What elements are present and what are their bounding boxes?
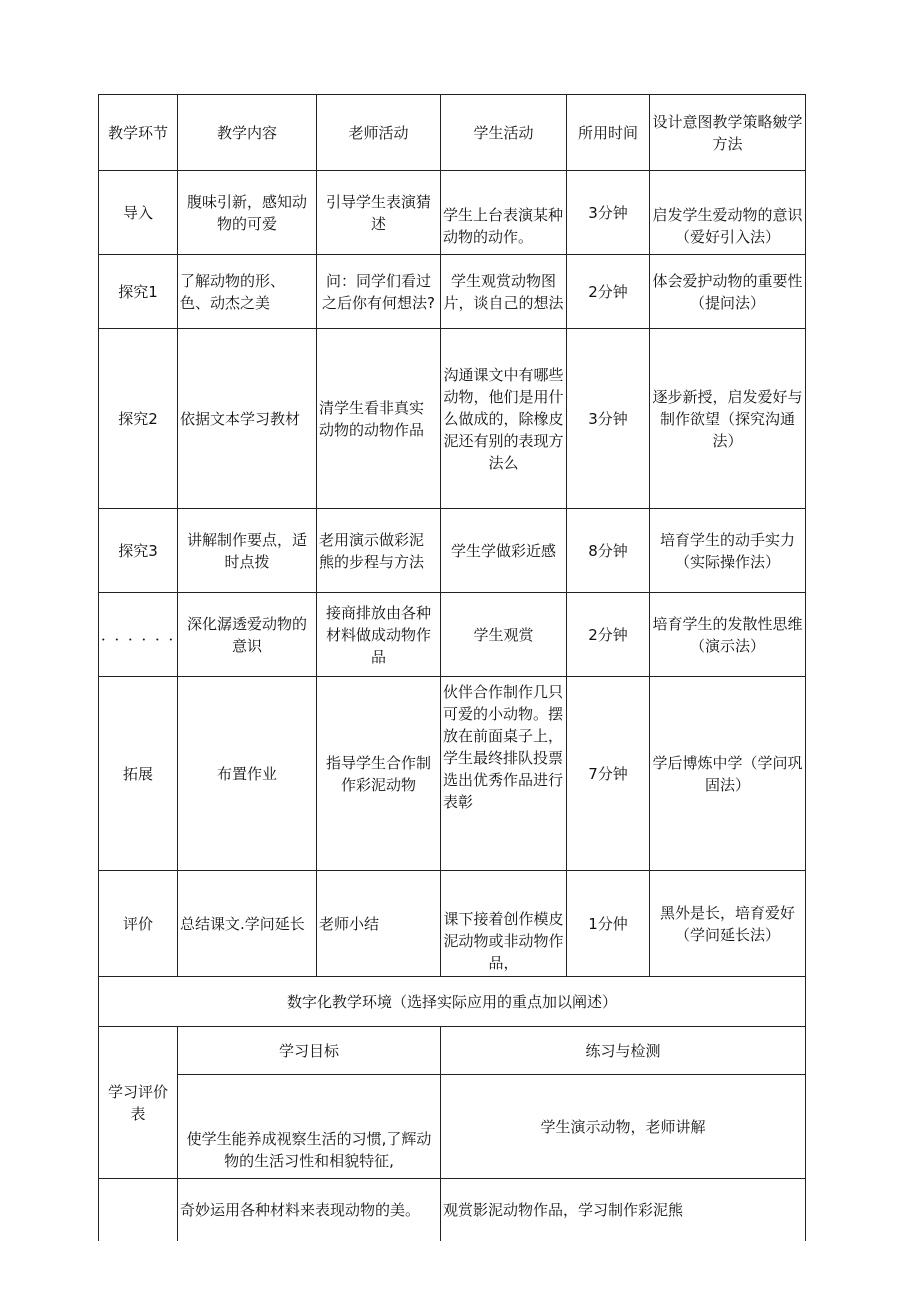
eval-goal: 奇妙运用各种材料来表现动物的美。 — [178, 1179, 441, 1241]
table-row — [99, 593, 806, 677]
row-student: 学生观赏 — [441, 593, 567, 677]
table-row — [99, 255, 806, 329]
table-header-row — [99, 95, 806, 171]
header-student: 学生活动 — [441, 95, 567, 171]
env-row-text: 数字化教学环境（选择实际应用的重点加以阐述） — [99, 977, 806, 1027]
row-time: 1分仲 — [567, 871, 650, 977]
table-row — [99, 171, 806, 255]
row-stage: 探究3 — [99, 509, 178, 593]
table-row — [99, 509, 806, 593]
table-row — [99, 677, 806, 871]
row-teacher: 问：同学们看过之后你有何想法? — [317, 255, 441, 329]
row-teacher: 引导学生表演猜述 — [317, 171, 441, 255]
header-stage: 教学环节 — [99, 95, 178, 171]
row-time: 7分钟 — [567, 677, 650, 871]
row-student: 沟通课文中有哪些动物，他们是用什么做成的，除橡皮泥还有别的表现方法么 — [441, 329, 567, 509]
header-content: 教学内容 — [178, 95, 317, 171]
row-intent: 培育学生的动手实力（实际操作法） — [650, 509, 806, 593]
eval-row — [99, 1075, 806, 1179]
row-stage: 探究2 — [99, 329, 178, 509]
eval-label: 学习评价表 — [99, 1027, 178, 1179]
header-intent: 设计意图教学策略皴学方法 — [650, 95, 806, 171]
row-content: 依据文本学习教材 — [178, 329, 317, 509]
lesson-plan-table — [98, 94, 806, 1241]
eval-col-goal: 学习目标 — [178, 1027, 441, 1075]
row-content: 了解动物的形、色、动杰之美 — [178, 255, 317, 329]
row-time: 8分钟 — [567, 509, 650, 593]
row-stage: 探究1 — [99, 255, 178, 329]
header-teacher: 老师活动 — [317, 95, 441, 171]
row-time: 3分钟 — [567, 171, 650, 255]
table-row — [99, 329, 806, 509]
row-teacher: 老用演示做彩泥熊的步程与方法 — [317, 509, 441, 593]
env-row — [99, 977, 806, 1027]
row-stage: 拓展 — [99, 677, 178, 871]
row-stage: 评价 — [99, 871, 178, 977]
row-content: 腹味引新，感知动物的可爱 — [178, 171, 317, 255]
row-teacher: 老师小结 — [317, 871, 441, 977]
eval-label-empty — [99, 1179, 178, 1241]
row-teacher: 清学生看非真实动物的动物作品 — [317, 329, 441, 509]
row-intent: 培育学生的发散性思维（演示法） — [650, 593, 806, 677]
row-student: 学生上台表演某种动物的动作。 — [441, 171, 567, 255]
row-student: 课下接着创作模皮泥动物或非动物作品， — [441, 871, 567, 977]
row-student: 学生学做彩近感 — [441, 509, 567, 593]
row-content: 讲解制作要点，适时点拨 — [178, 509, 317, 593]
row-intent: 学后博炼中学（学问巩固法） — [650, 677, 806, 871]
eval-col-practice: 练习与检测 — [441, 1027, 806, 1075]
eval-practice: 学生演示动物，老师讲解 — [441, 1075, 806, 1179]
row-stage: ．．．．．． — [99, 593, 178, 677]
row-content: 布置作业 — [178, 677, 317, 871]
row-teacher: 接商排放由各种材料做成动物作品 — [317, 593, 441, 677]
eval-header-row — [99, 1027, 806, 1075]
row-intent: 逐步新授，启发爱好与制作欲望（探究沟通法） — [650, 329, 806, 509]
row-stage: 导入 — [99, 171, 178, 255]
eval-row — [99, 1179, 806, 1241]
row-time: 2分钟 — [567, 255, 650, 329]
row-student: 伙伴合作制作几只可爱的小动物。摆放在前面桌子上，学生最终排队投票选出优秀作品进行表彰 — [441, 677, 567, 871]
row-intent: 黑外是长，培育爱好（学问延长法） — [650, 871, 806, 977]
table-row — [99, 871, 806, 977]
row-content: 深化潺透爱动物的意识 — [178, 593, 317, 677]
row-teacher: 指导学生合作制作彩泥动物 — [317, 677, 441, 871]
row-time: 3分钟 — [567, 329, 650, 509]
row-content: 总结课文.学问延长 — [178, 871, 317, 977]
row-student: 学生观赏动物图片，谈自己的想法 — [441, 255, 567, 329]
row-intent: 体会爱护动物的重要性（提问法） — [650, 255, 806, 329]
row-time: 2分钟 — [567, 593, 650, 677]
row-intent: 启发学生爱动物的意识（爱好引入法） — [650, 171, 806, 255]
eval-practice: 观赏影泥动物作品，学习制作彩泥熊 — [441, 1179, 806, 1241]
eval-goal: 使学生能养成视察生活的习惯,了辉动物的生活习性和相貌特征, — [178, 1075, 441, 1179]
header-time: 所用时间 — [567, 95, 650, 171]
